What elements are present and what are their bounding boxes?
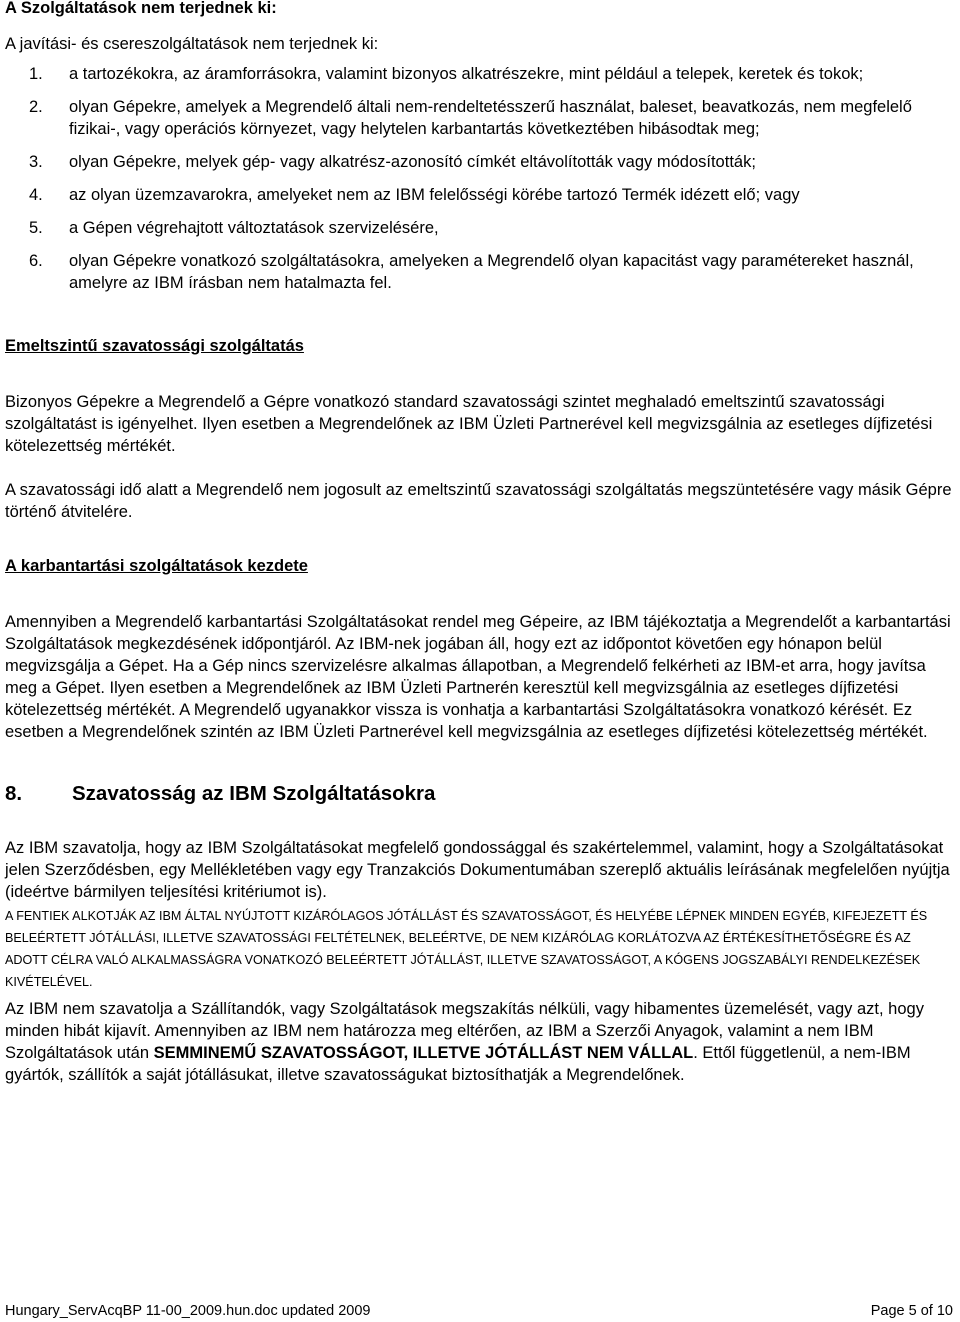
section-8-paragraph-1: Az IBM szavatolja, hogy az IBM Szolgáltatásokat megfelelő gondossággal és szakértelemmel, valamint, hogy a Szolgáltatásokat jelen Szerződésben, egy Mellékletében vagy egy Tranzakciós Dokumentumában szereplő aktuális leírásának megfelelően nyújtja (ideértve bármilyen teljesítési kritériumot is). bbox=[5, 839, 950, 901]
list-item bbox=[5, 184, 953, 206]
top-heading: A Szolgáltatások nem terjednek ki: bbox=[5, 0, 277, 17]
list-item-text: olyan Gépekre, melyek gép- vagy alkatrész-azonosító címkét eltávolították vagy módosították; bbox=[69, 153, 756, 171]
list-item bbox=[5, 96, 953, 140]
section-number: 8. bbox=[5, 782, 23, 805]
intro-text: A javítási- és csereszolgáltatások nem terjednek ki: bbox=[5, 35, 379, 53]
list-item-number: 2. bbox=[29, 98, 43, 116]
disclaimer-caps: A FENTIEK ALKOTJÁK AZ IBM ÁLTAL NYÚJTOTT KIZÁRÓLAGOS JÓTÁLLÁST ÉS SZAVATOSSÁGOT, ÉS HELYÉBE LÉPNEK MINDEN EGYÉB, KIFEJEZETT ÉS BELEÉRTETT JÓTÁLLÁSI, ILLETVE SZAVATOSSÁGI FELTÉTELNEK, BELEÉRTVE, DE NEM KIZÁRÓLAG KORLÁTOZVA AZ ÉRTÉKESÍTHETŐSÉGRE ÉS AZ ADOTT CÉLRA VALÓ ALKALMASSÁGRA VONATKOZÓ BELEÉRTETT JÓTÁLLÁST, ILLETVE SZAVATOSSÁGOT, A KÓGENS JOGSZABÁLYI RENDELKEZÉSEK KIVÉTELÉVEL. bbox=[5, 909, 928, 989]
footer-filename: Hungary_ServAcqBP 11-00_2009.hun.doc updated 2009 bbox=[5, 1303, 371, 1319]
list-item-text: olyan Gépekre vonatkozó szolgáltatásokra, amelyeken a Megrendelő olyan kapacitást vagy paramétereket használ, amelyre az IBM írásban nem hatalmazta fel. bbox=[69, 252, 914, 292]
section-8-paragraph-2 bbox=[5, 998, 953, 1086]
list-item bbox=[5, 63, 953, 85]
list-item-number: 3. bbox=[29, 153, 43, 171]
list-item-text: az olyan üzemzavarokra, amelyeket nem az IBM felelősségi körébe tartozó Termék idézett elő; vagy bbox=[69, 186, 800, 204]
list-item-number: 4. bbox=[29, 186, 43, 204]
list-item-text: a Gépen végrehajtott változtatások szervizelésére, bbox=[69, 219, 439, 237]
page-footer bbox=[5, 1302, 953, 1320]
footer-page-number: Page 5 of 10 bbox=[870, 1303, 953, 1319]
exclusions-list bbox=[5, 63, 953, 294]
paragraph-text: . Ettől függetlenül, a nem-IBM gyártók, szállítók a saját jótállásukat, illetve szavatosságukat biztosíthatják a Megrendelőnek. bbox=[5, 1044, 911, 1084]
section-title: Szavatosság az IBM Szolgáltatásokra bbox=[72, 782, 436, 805]
list-item-number: 1. bbox=[29, 65, 43, 83]
document-page bbox=[5, 0, 953, 1086]
list-item bbox=[5, 217, 953, 239]
list-item-number: 5. bbox=[29, 219, 43, 237]
paragraph-text: Az IBM nem szavatolja a Szállítandók, vagy Szolgáltatások megszakítás nélküli, vagy hibamentes üzemelését, vagy azt, hogy minden hibát kijavít. Amennyiben az IBM nem határozza meg eltérően, az IBM a Szerzői Anyagok, valamint a nem IBM Szolgáltatások után bbox=[5, 1000, 924, 1062]
list-item-number: 6. bbox=[29, 252, 43, 270]
upgrade-paragraph-2: A szavatossági idő alatt a Megrendelő nem jogosult az emeltszintű szavatossági szolgáltatás megszüntetésére vagy másik Gépre történő átvitelére. bbox=[5, 481, 952, 521]
section-8-heading bbox=[5, 781, 953, 807]
maintenance-paragraph: Amennyiben a Megrendelő karbantartási Szolgáltatásokat rendel meg Gépeire, az IBM tájékoztatja a Megrendelőt a karbantartási Szolgáltatások megkezdésének időpontjáról. Az IBM-nek jogában áll, hogy ezt az időpontot követően egy hónapon belül megvizsgálja a Gépet. Ha a Gép nincs szervizelésre alkalmas állapotban, a Megrendelő felkérheti az IBM-et arra, hogy javítsa meg a Gépet. Ilyen esetben a Megrendelőnek az IBM Üzleti Partnerén keresztül kell megvizsgálnia az esetleges díjfizetési kötelezettség mértékét. A Megrendelő ugyanakkor vissza is vonhatja a karbantartási Szolgáltatásokra vonatkozó kérését. Ez esetben a Megrendelőnek szintén az IBM Üzleti Partnerével kell megvizsgálnia az esetleges díjfizetési kötelezettség mértékét. bbox=[5, 613, 951, 741]
maintenance-section-title: A karbantartási szolgáltatások kezdete bbox=[5, 557, 308, 575]
list-item-text: olyan Gépekre, amelyek a Megrendelő általi nem-rendeltetésszerű használat, baleset, beavatkozás, nem megfelelő fizikai-, vagy operációs környezet, vagy helytelen karbantartás következtében hibásodtak meg; bbox=[69, 98, 912, 138]
upgrade-paragraph-1: Bizonyos Gépekre a Megrendelő a Gépre vonatkozó standard szavatossági szintet meghaladó emeltszintű szavatossági szolgáltatást is igényelhet. Ilyen esetben a Megrendelőnek az IBM Üzleti Partnerével kell megvizsgálnia az esetleges díjfizetési kötelezettség mértékét. bbox=[5, 393, 933, 455]
bold-disclaimer: SEMMINEMŰ SZAVATOSSÁGOT, ILLETVE JÓTÁLLÁST NEM VÁLLAL bbox=[153, 1044, 694, 1062]
list-item bbox=[5, 151, 953, 173]
list-item-text: a tartozékokra, az áramforrásokra, valamint bizonyos alkatrészekre, mint például a telepek, keretek és tokok; bbox=[69, 65, 864, 83]
list-item bbox=[5, 250, 953, 294]
upgrade-section-title: Emeltszintű szavatossági szolgáltatás bbox=[5, 337, 304, 355]
